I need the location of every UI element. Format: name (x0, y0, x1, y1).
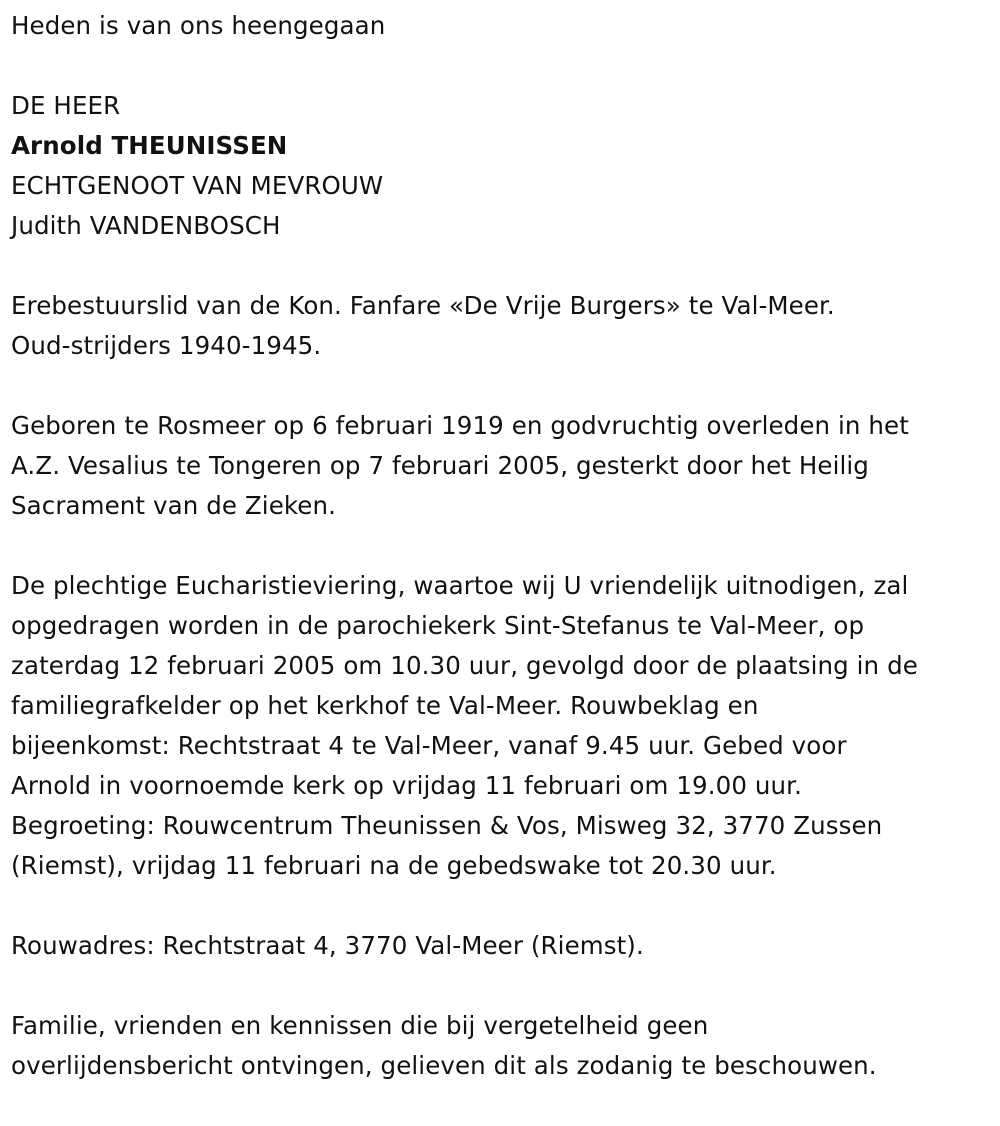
paragraph-line: Geboren te Rosmeer op 6 februari 1919 en godvruchtig overleden in het (11, 411, 909, 440)
paragraph-line: zaterdag 12 februari 2005 om 10.30 uur, gevolgd door de plaatsing in de (11, 651, 918, 680)
title-text: DE HEER (11, 91, 121, 120)
paragraph-line: Erebestuurslid van de Kon. Fanfare «De Vrije Burgers» te Val-Meer. (11, 291, 835, 320)
relation-text: ECHTGENOOT VAN MEVROUW (11, 171, 384, 200)
spouse-name: Judith VANDENBOSCH (11, 211, 281, 240)
spacer (11, 366, 1000, 406)
paragraph-line: A.Z. Vesalius te Tongeren op 7 februari 2005, gesterkt door het Heilig (11, 451, 869, 480)
spacer (11, 526, 1000, 566)
address-text: Rouwadres: Rechtstraat 4, 3770 Val-Meer (Riemst). (11, 931, 644, 960)
paragraph-line: De plechtige Eucharistieviering, waartoe wij U vriendelijk uitnodigen, zal (11, 571, 909, 600)
paragraph-line: bijeenkomst: Rechtstraat 4 te Val-Meer, vanaf 9.45 uur. Gebed voor (11, 731, 847, 760)
spacer (11, 46, 1000, 86)
intro-text: Heden is van ons heengegaan (11, 11, 386, 40)
paragraph-line: overlijdensbericht ontvingen, gelieven dit als zodanig te beschouwen. (11, 1051, 877, 1080)
spacer (11, 966, 1000, 1006)
birth-death-paragraph (11, 406, 1000, 526)
spacer (11, 886, 1000, 926)
paragraph-line: Begroeting: Rouwcentrum Theunissen & Vos, Misweg 32, 3770 Zussen (11, 811, 883, 840)
paragraph-line: Arnold in voornoemde kerk op vrijdag 11 februari om 19.00 uur. (11, 771, 802, 800)
paragraph-line: opgedragen worden in de parochiekerk Sint-Stefanus te Val-Meer, op (11, 611, 865, 640)
spacer (11, 246, 1000, 286)
paragraph-line: familiegrafkelder op het kerkhof te Val-Meer. Rouwbeklag en (11, 691, 759, 720)
deceased-name: Arnold THEUNISSEN (11, 131, 288, 160)
paragraph-line: Familie, vrienden en kennissen die bij vergetelheid geen (11, 1011, 709, 1040)
paragraph-line: (Riemst), vrijdag 11 februari na de gebedswake tot 20.30 uur. (11, 851, 777, 880)
ceremony-paragraph (11, 566, 1000, 886)
closing-paragraph (11, 1006, 1000, 1086)
roles-paragraph (11, 286, 1000, 366)
paragraph-line: Sacrament van de Zieken. (11, 491, 336, 520)
paragraph-line: Oud-strijders 1940-1945. (11, 331, 322, 360)
